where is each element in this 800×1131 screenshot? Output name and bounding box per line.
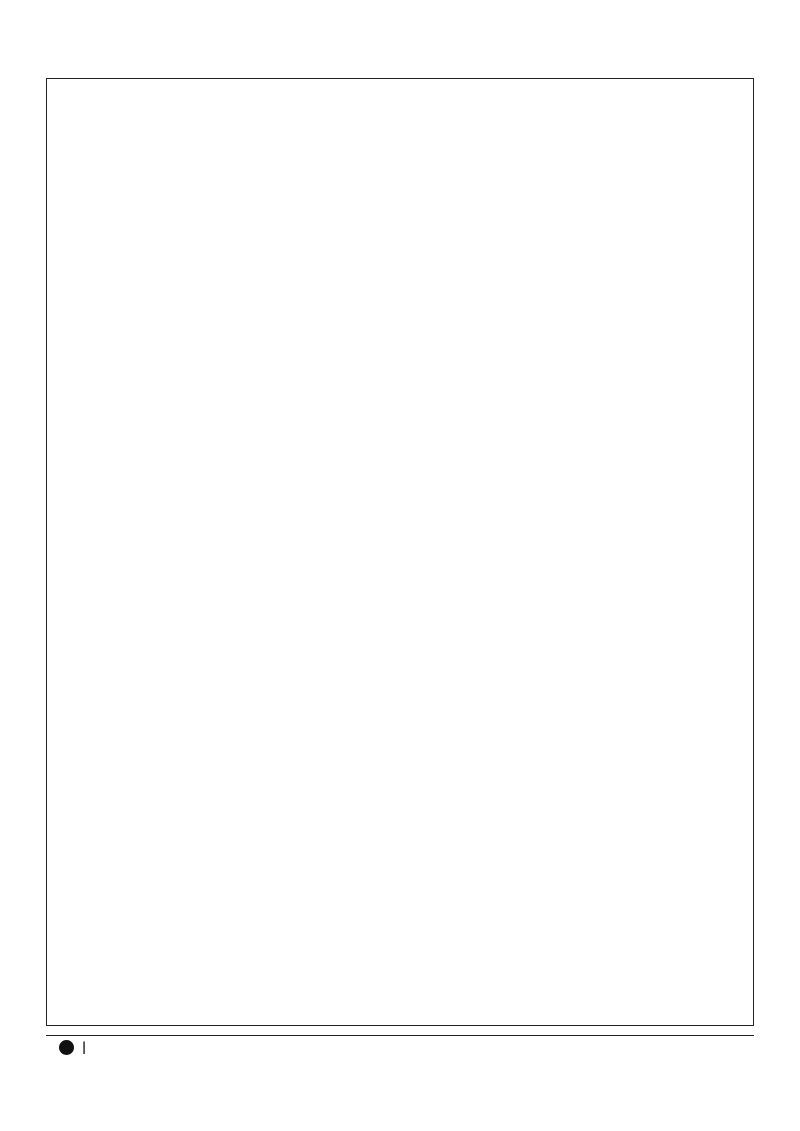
edition-badge-icon	[59, 1040, 74, 1055]
page-title	[218, 90, 252, 150]
toc-column-1	[48, 155, 273, 319]
page-footer: |	[46, 1035, 754, 1055]
